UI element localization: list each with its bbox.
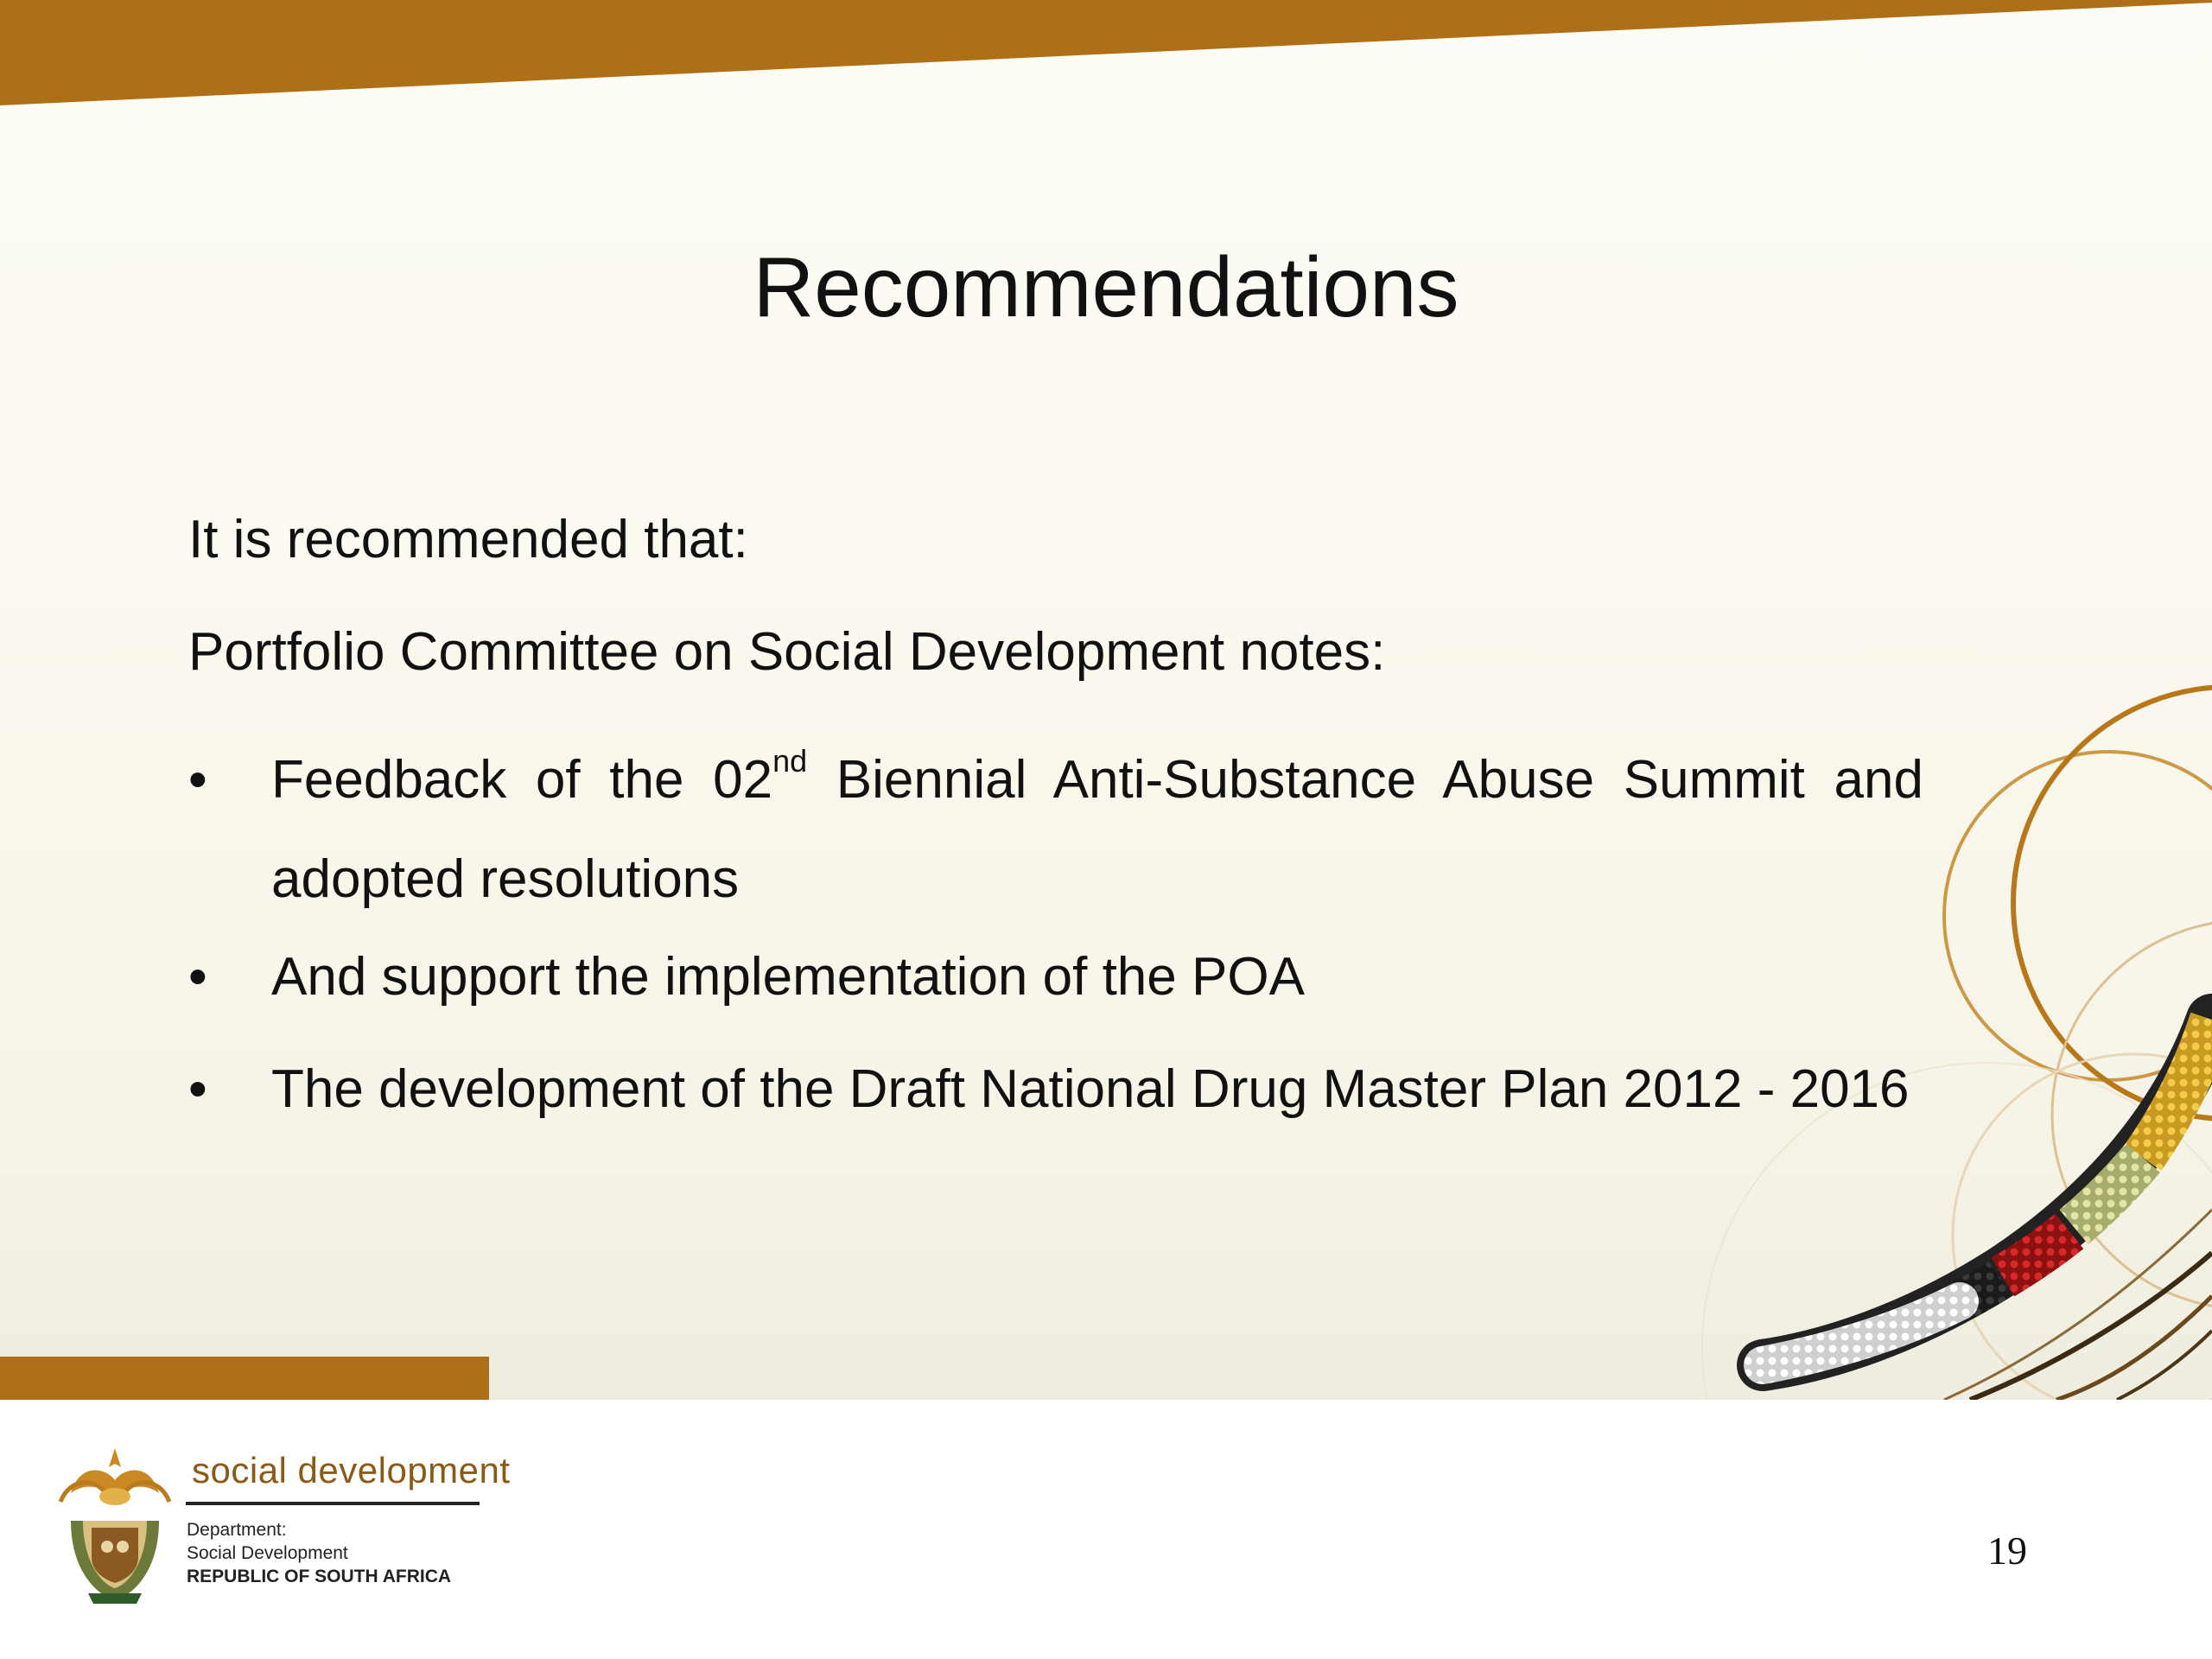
bullet-text-end: Biennial Anti-Substance Abuse Summit and adopted resolutions: [271, 750, 1923, 909]
intro-text: It is recommended that:: [188, 510, 748, 569]
lead-text: Portfolio Committee on Social Development notes:: [188, 622, 1386, 682]
bullet-item: [188, 730, 1923, 929]
bullet-text: And support the implementation of the POA: [271, 947, 1305, 1007]
slide-body: [188, 505, 2020, 1167]
ordinal-suffix: nd: [772, 743, 808, 779]
department-name: Social Development: [187, 1543, 348, 1563]
page-number: 19: [1987, 1529, 2027, 1573]
bullet-item: [188, 943, 2020, 1012]
department-label: Department:: [187, 1520, 287, 1540]
bullet-item: [188, 1055, 2020, 1124]
bullet-text-start: Feedback of the 02: [271, 750, 773, 810]
coat-of-arms-logo: [54, 1441, 176, 1605]
bullet-marker: •: [188, 947, 207, 1007]
country-name: REPUBLIC OF SOUTH AFRICA: [187, 1567, 452, 1586]
bullet-marker: •: [188, 750, 207, 810]
bullet-text: The development of the Draft National Drug Master Plan 2012 - 2016: [271, 1059, 1910, 1119]
accent-bar: [0, 1357, 489, 1400]
department-block: [187, 1518, 451, 1588]
brand-name: social development: [192, 1450, 511, 1491]
bullet-marker: •: [188, 1059, 207, 1119]
divider: [186, 1502, 480, 1505]
slide-title: Recommendations: [753, 239, 1459, 334]
